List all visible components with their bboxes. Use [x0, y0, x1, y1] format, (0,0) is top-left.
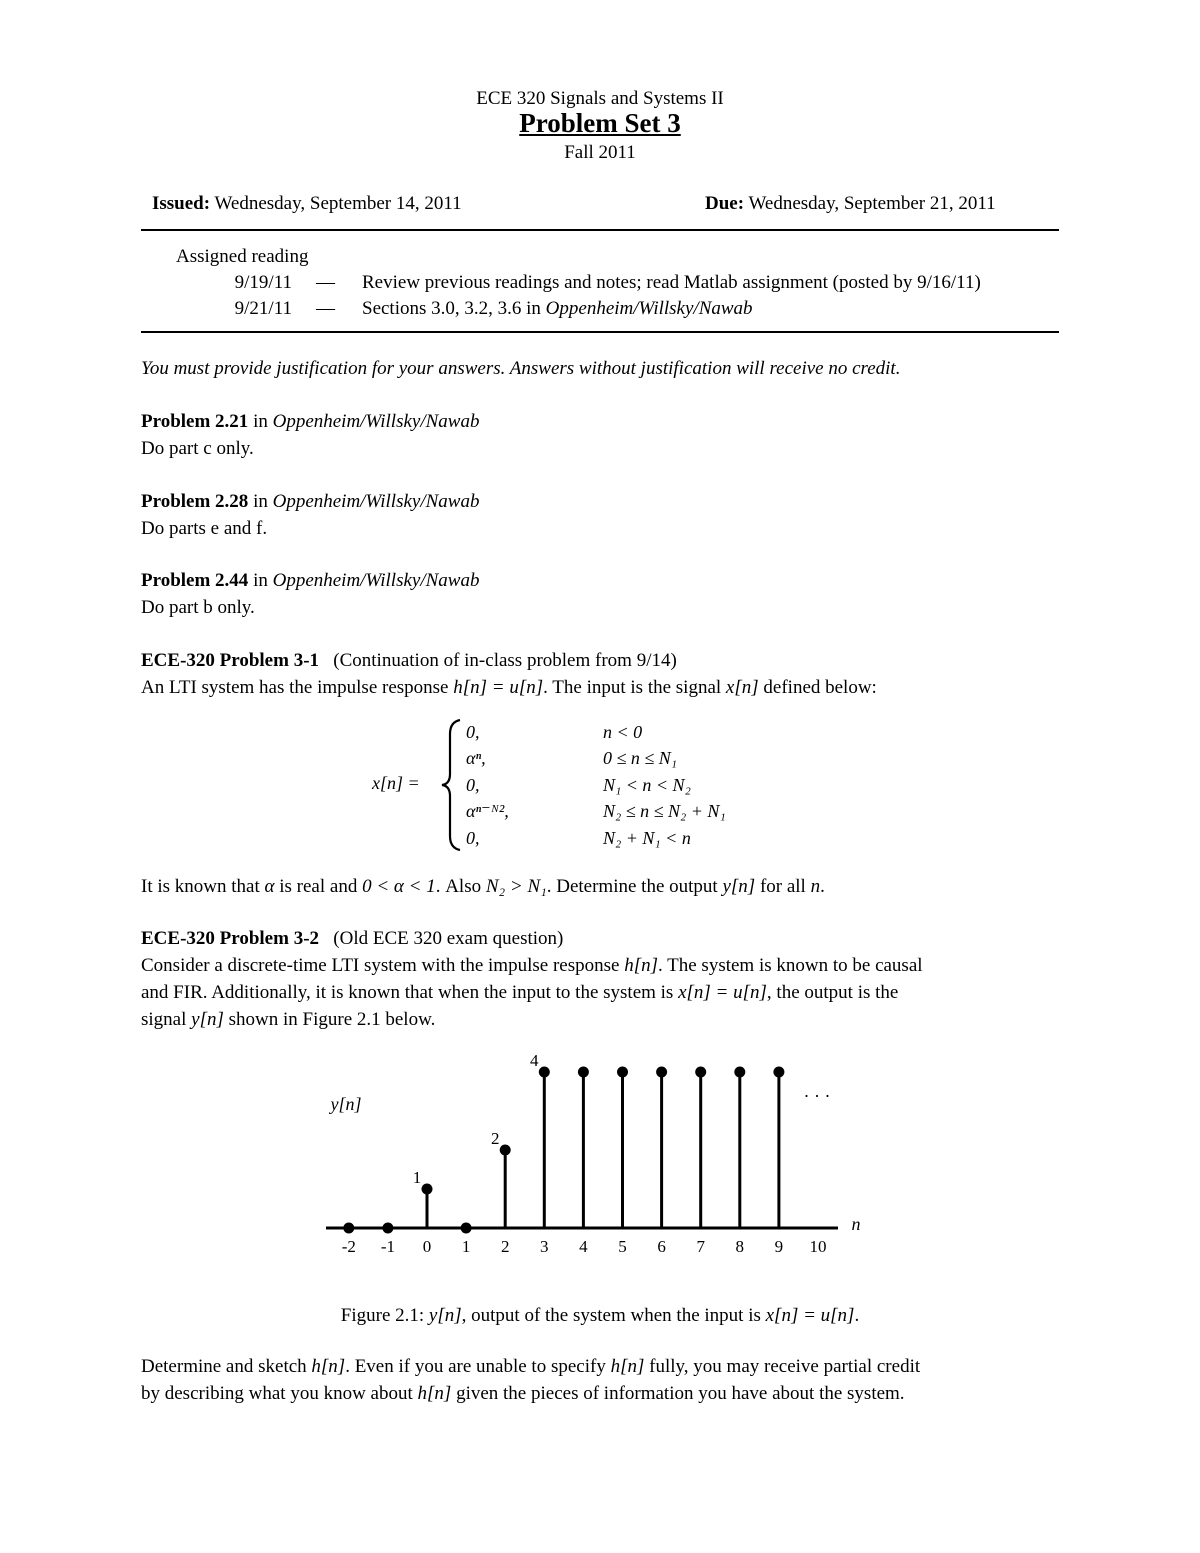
problem-book: Oppenheim/Willsky/Nawab [272, 570, 480, 591]
problem-subtitle: (Old ECE 320 exam question) [333, 928, 564, 949]
stem-marker [382, 1223, 393, 1234]
stem-marker [695, 1067, 706, 1078]
tick-label: 0 [422, 1237, 432, 1256]
problem-text-line [141, 1380, 1059, 1407]
stem-marker [422, 1184, 433, 1195]
stem-marker [539, 1067, 550, 1078]
reading-dash: — [316, 272, 335, 293]
text-run: signal [141, 1009, 192, 1030]
problem-book: Oppenheim/Willsky/Nawab [272, 491, 480, 512]
math-expression: h[n] [624, 955, 658, 976]
stem-marker [578, 1067, 589, 1078]
text-run: An LTI system has the impulse response [141, 677, 454, 698]
math-expression: α [264, 876, 275, 897]
left-brace [440, 718, 464, 852]
case-condition: N₁ < n < N₂ [603, 775, 691, 795]
stem-marker [617, 1067, 628, 1078]
stem-marker [734, 1067, 745, 1078]
problem-block [141, 567, 1059, 621]
text-run: . The system is known to be causal [657, 955, 923, 976]
divider-bottom [141, 331, 1059, 333]
text-run: It is known that [141, 876, 265, 897]
y-axis-label: y[n] [330, 1094, 362, 1114]
page-title: Problem Set 3 [519, 108, 681, 138]
math-expression: x[n] = u[n] [678, 982, 767, 1003]
problem-subtitle: (Continuation of in-class problem from 9/14) [333, 650, 677, 671]
problem-instruction: Do parts e and f. [141, 518, 268, 539]
case-value: αⁿ, [466, 748, 486, 768]
math-expression: 0 < α < 1 [362, 876, 436, 897]
issued-label: Issued: [152, 193, 211, 214]
problem-instruction: Do part c only. [141, 438, 254, 459]
course-name: ECE 320 Signals and Systems II [476, 88, 724, 109]
problem-label: Problem 2.28 [141, 491, 249, 512]
problem-text-line [141, 1006, 1059, 1033]
issued-line [152, 193, 462, 215]
justification-text: You must provide justification for your answers. Answers without justification will receive no credit. [141, 358, 901, 379]
tick-label: 10 [809, 1237, 827, 1256]
issued-date: Wednesday, September 14, 2011 [214, 193, 462, 214]
problem-in: in [248, 570, 273, 591]
math-expression: x[n] [725, 677, 759, 698]
case-value: 0, [466, 722, 480, 742]
problem-in: in [248, 491, 273, 512]
problem-block [141, 488, 1059, 542]
reading-date: 9/19/11 [234, 272, 292, 293]
final-instructions [141, 1353, 1059, 1407]
stem-layer [326, 1051, 861, 1256]
text-run: . [820, 876, 825, 897]
stem-marker [656, 1067, 667, 1078]
case-value: 0, [466, 775, 480, 795]
tick-label: 6 [657, 1237, 666, 1256]
due-date: Wednesday, September 21, 2011 [748, 193, 996, 214]
text-run: by describing what you know about [141, 1383, 418, 1404]
math-expression: h[n] [610, 1356, 645, 1377]
tick-label: 9 [774, 1237, 784, 1256]
problem-text [141, 873, 1059, 900]
problem-3-2 [141, 925, 1059, 1033]
problem-label: ECE-320 Problem 3-1 [141, 650, 320, 671]
reading-date: 9/21/11 [234, 298, 292, 319]
problem-heading [141, 647, 1059, 674]
tick-label: 4 [579, 1237, 588, 1256]
stem-marker [500, 1145, 511, 1156]
problem-3-1 [141, 647, 1059, 701]
case-condition: N₂ + N₁ < n [603, 828, 691, 848]
problem-heading [141, 408, 1059, 435]
justification-note [141, 355, 1059, 382]
problem-instruction: Do part b only. [141, 597, 255, 618]
stem-marker [773, 1067, 784, 1078]
text-run: for all [755, 876, 811, 897]
text-run: . [854, 1305, 860, 1326]
due-label: Due: [705, 193, 745, 214]
due-line [705, 193, 996, 215]
problem-text-line [141, 1353, 1059, 1380]
math-expression: N₂ > N₁ [485, 876, 547, 897]
problem-label: ECE-320 Problem 3-2 [141, 928, 320, 949]
math-expression: h[n] = u[n] [453, 677, 544, 698]
problem-text [141, 674, 1059, 701]
text-run: Figure 2.1: [340, 1305, 429, 1326]
problem-book: Oppenheim/Willsky/Nawab [272, 411, 480, 432]
value-label: 2 [490, 1129, 500, 1148]
divider-top [141, 229, 1059, 231]
reading-text: Review previous readings and notes; read Matlab assignment (posted by 9/16/11) [362, 272, 981, 293]
problem-in: in [248, 411, 273, 432]
stem-plot [0, 1050, 1200, 1270]
tick-label: 2 [500, 1237, 510, 1256]
math-expression: x[n] = u[n] [765, 1305, 855, 1326]
text-run: is real and [274, 876, 363, 897]
problem-heading [141, 925, 1059, 952]
reading-item [0, 298, 1200, 322]
text-run: Consider a discrete-time LTI system with the impulse response [141, 955, 625, 976]
reading-book: Oppenheim/Willsky/Nawab [545, 298, 753, 319]
text-run: , output of the system when the input is [461, 1305, 766, 1326]
text-run: . Determine the output [546, 876, 723, 897]
case-condition: 0 ≤ n ≤ N₁ [603, 748, 678, 768]
case-value: 0, [466, 828, 480, 848]
text-run: . Also [435, 876, 486, 897]
value-label: 1 [412, 1168, 422, 1187]
tick-label: -1 [380, 1237, 395, 1256]
value-label: 4 [530, 1051, 539, 1070]
math-expression: y[n] [191, 1009, 224, 1030]
math-expression: n [810, 876, 821, 897]
tick-label: 8 [735, 1237, 745, 1256]
text-run: shown in Figure 2.1 below. [223, 1009, 436, 1030]
tick-label: -2 [341, 1237, 356, 1256]
math-expression: h[n] [311, 1356, 346, 1377]
reading-text [362, 298, 753, 320]
problem-heading [141, 567, 1059, 594]
tick-label: 5 [618, 1237, 627, 1256]
case-condition: n < 0 [603, 722, 643, 742]
text-run: , the output is the [766, 982, 899, 1003]
problem-label: Problem 2.21 [141, 411, 249, 432]
case-value: αⁿ⁻ᴺ², [466, 801, 509, 821]
text-run: . Even if you are unable to specify [345, 1356, 611, 1377]
tick-label: 1 [461, 1237, 471, 1256]
case-condition: N₂ ≤ n ≤ N₂ + N₁ [603, 801, 726, 821]
problem-label: Problem 2.44 [141, 570, 249, 591]
math-expression: y[n] [722, 876, 756, 897]
reading-item [0, 272, 1200, 296]
problem-text-line [141, 952, 1059, 979]
text-run: fully, you may receive partial credit [644, 1356, 921, 1377]
continuation-dots: · · · [803, 1086, 831, 1106]
reading-dash: — [316, 298, 335, 319]
text-run: defined below: [758, 677, 877, 698]
math-expression: h[n] [417, 1383, 452, 1404]
tick-label: 3 [540, 1237, 549, 1256]
problem-block [141, 408, 1059, 462]
problem-text-line [141, 979, 1059, 1006]
equation-lhs: x[n] = [372, 773, 420, 793]
figure-caption [0, 1305, 1200, 1327]
text-run: . The input is the signal [543, 677, 726, 698]
stem-marker [461, 1223, 472, 1234]
problem-heading [141, 488, 1059, 515]
math-expression: y[n] [428, 1305, 462, 1326]
x-axis-label: n [851, 1214, 861, 1234]
reading-heading: Assigned reading [176, 246, 309, 267]
reading-text-prefix: Sections 3.0, 3.2, 3.6 in [362, 298, 546, 319]
text-run: Determine and sketch [141, 1356, 312, 1377]
tick-label: 7 [696, 1237, 705, 1256]
term: Fall 2011 [564, 142, 636, 163]
text-run: and FIR. Additionally, it is known that when the input to the system is [141, 982, 679, 1003]
stem-marker [343, 1223, 354, 1234]
text-run: given the pieces of information you have about the system. [451, 1383, 905, 1404]
